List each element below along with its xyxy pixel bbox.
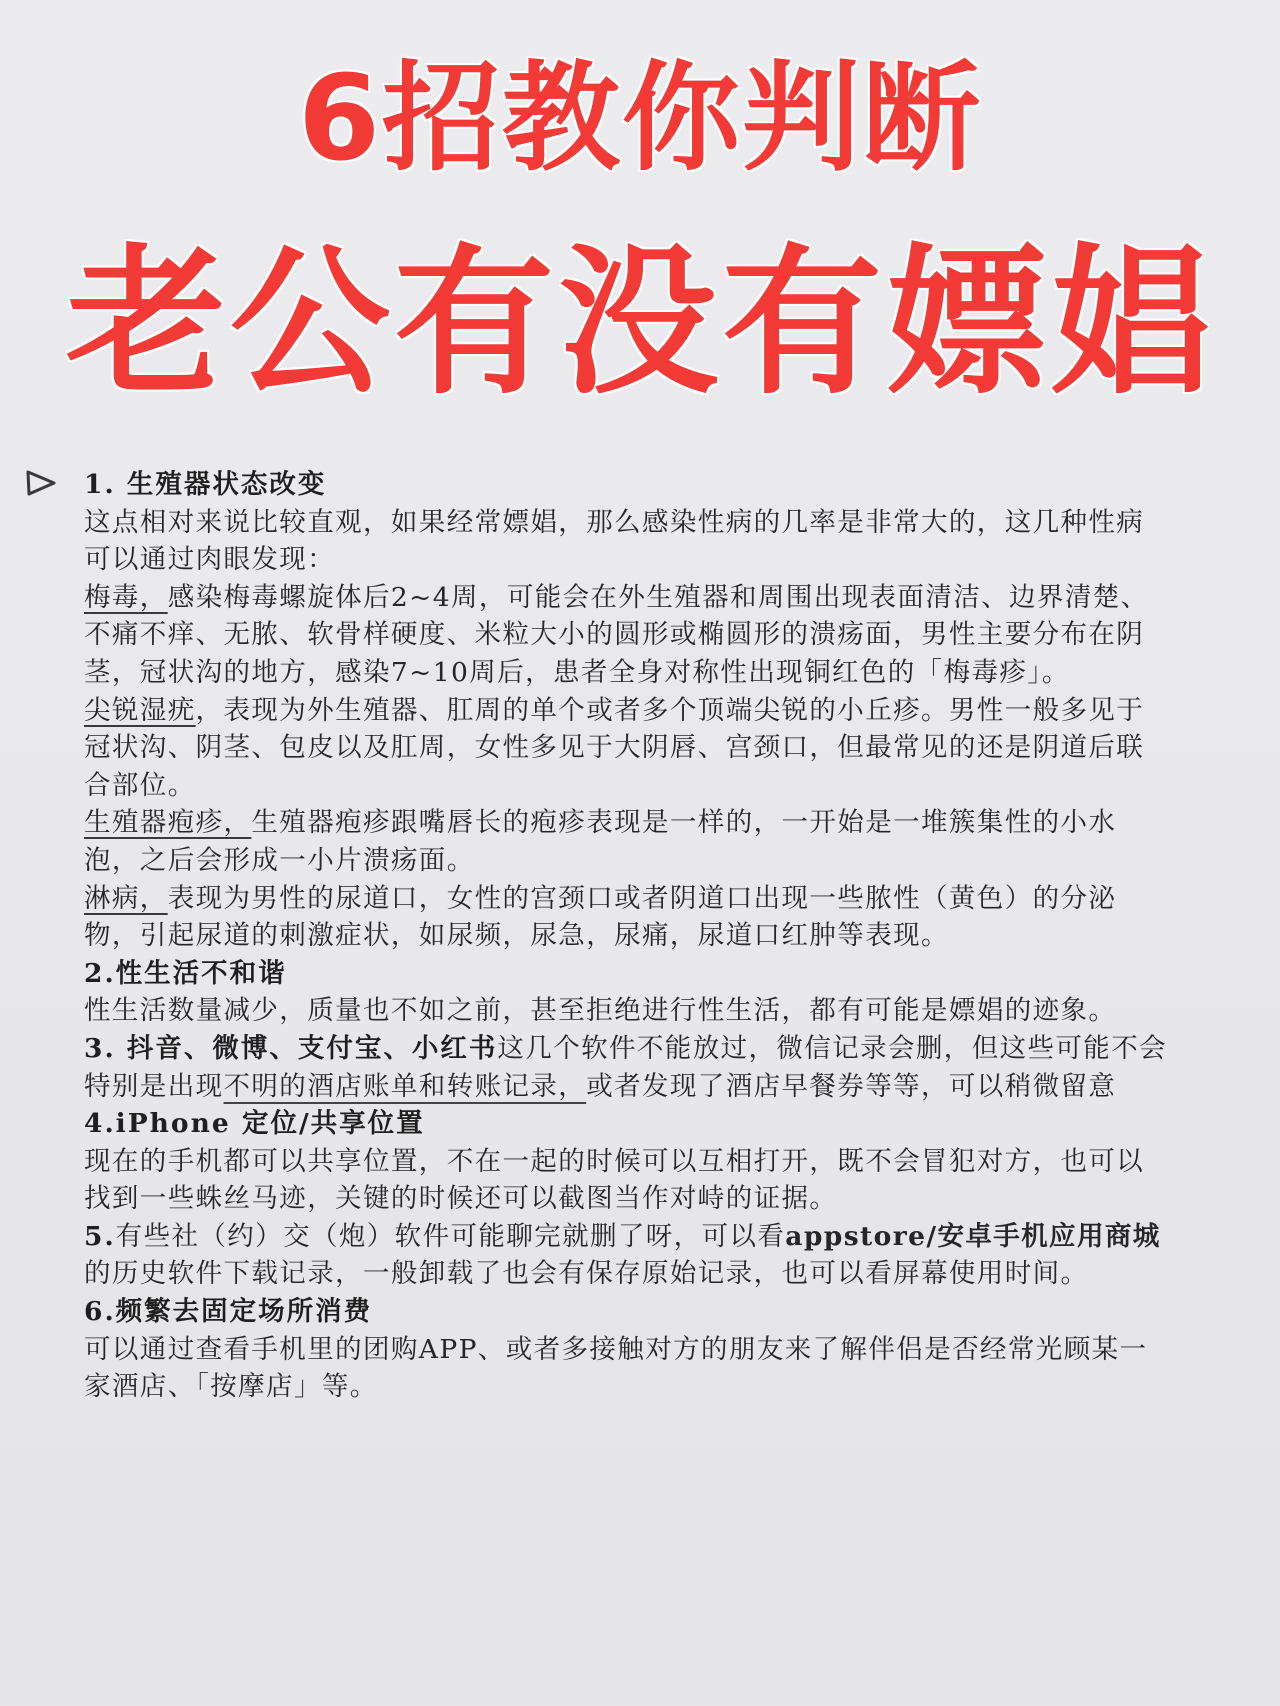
title-line-1: 6招教你判断	[297, 49, 983, 187]
document-body	[84, 466, 1169, 1406]
section-3-highlight: 不明的酒店账单和转账记录，	[223, 1070, 587, 1102]
disease-gonorrhea	[84, 880, 1169, 955]
disease-text: 感染梅毒螺旋体后2~4周，可能会在外生殖器和周围出现表面清洁、边界清楚、不痛不痒、无脓、软骨样硬度、米粒大小的圆形或椭圆形的溃疡面，男性主要分布在阴茎，冠状沟的地方，感染7~10周后，患者全身对称性出现铜红色的「梅毒疹」。	[84, 581, 1149, 688]
section-3-text-a: 这几个软件不能放过，微信记录会删，但这些可能不会特别是出现	[84, 1032, 1167, 1102]
section-3-text-b: 或者发现了酒店早餐券等等，可以稍微留意	[586, 1070, 1117, 1102]
section-5-bold: appstore/安卓手机应用商城	[785, 1220, 1161, 1252]
section-4-text: 现在的手机都可以共享位置，不在一起的时候可以互相打开，既不会冒犯对方，也可以找到一些蛛丝马迹，关键的时候还可以截图当作对峙的证据。	[84, 1145, 1145, 1215]
section-3-heading: 3. 抖音、微博、支付宝、小红书	[84, 1032, 498, 1064]
section-2-heading: 2.性生活不和谐	[84, 957, 287, 989]
section-5-text-b: 的历史软件下载记录，一般卸载了也会有保存原始记录，也可以看屏幕使用时间。	[84, 1258, 1089, 1290]
section-4-heading: 4.iPhone 定位/共享位置	[84, 1108, 425, 1140]
disease-condyloma	[84, 692, 1169, 805]
disease-text: ，表现为外生殖器、肛周的单个或者多个顶端尖锐的小丘疹。男性一般多见于冠状沟、阴茎、包皮以及肛周，女性多见于大阴唇、宫颈口，但最常见的还是阴道后联合部位。	[84, 694, 1145, 801]
disease-text: 表现为男性的尿道口，女性的宫颈口或者阴道口出现一些脓性（黄色）的分泌物，引起尿道的刺激症状，如尿频，尿急，尿痛，尿道口红肿等表现。	[84, 882, 1117, 952]
disease-syphilis	[84, 579, 1169, 692]
section-5-heading: 5.	[84, 1220, 116, 1252]
section-1-intro: 这点相对来说比较直观，如果经常嫖娼，那么感染性病的几率是非常大的，这几种性病可以通过肉眼发现：	[84, 506, 1145, 576]
section-6-heading: 6.频繁去固定场所消费	[84, 1296, 373, 1328]
section-6-text: 可以通过查看手机里的团购APP、或者多接触对方的朋友来了解伴侣是否经常光顾某一家酒店、「按摩店」等。	[84, 1333, 1148, 1403]
title-line-2: 老公有没有嫖娼	[65, 229, 1214, 416]
disease-text: 生殖器疱疹跟嘴唇长的疱疹表现是一样的，一开始是一堆簇集性的小水泡，之后会形成一小片溃疡面。	[84, 807, 1117, 876]
section-5-paragraph	[84, 1218, 1169, 1293]
section-1-heading: 1. 生殖器状态改变	[84, 469, 327, 500]
disease-term: 淋病，	[84, 882, 168, 914]
section-2-text: 性生活数量减少，质量也不如之前，甚至拒绝进行性生活，都有可能是嫖娼的迹象。	[84, 995, 1117, 1027]
section-3-paragraph	[84, 1030, 1169, 1105]
section-5-text-a: 有些社（约）交（炮）软件可能聊完就删了呀，可以看	[115, 1220, 786, 1252]
disease-term: 生殖器疱疹，	[84, 807, 252, 839]
disease-herpes	[84, 804, 1169, 879]
disease-term: 尖锐湿疣	[84, 694, 196, 726]
pen-triangle-icon	[24, 468, 58, 498]
disease-term: 梅毒，	[84, 581, 168, 613]
